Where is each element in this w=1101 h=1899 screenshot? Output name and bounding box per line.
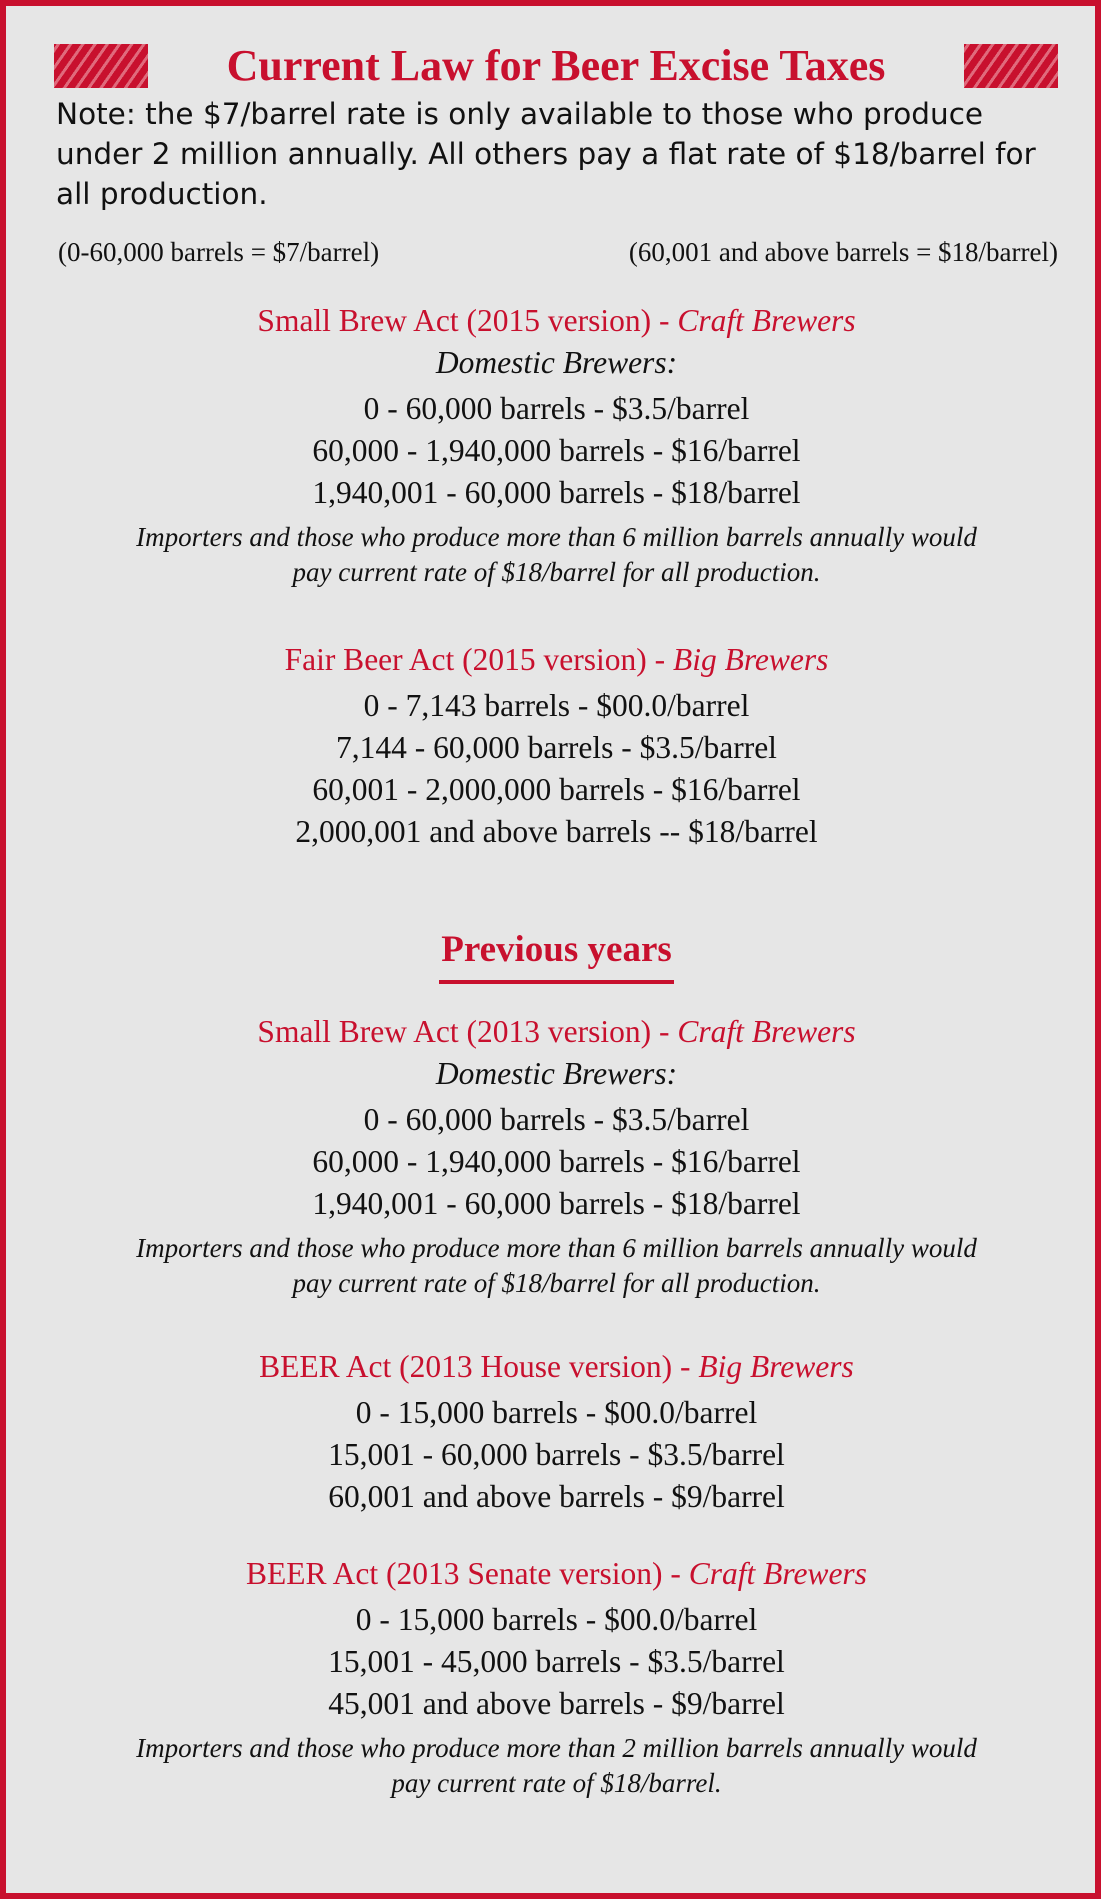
small-brew-2015-section	[46, 300, 1067, 590]
title-row	[54, 42, 1058, 90]
section-heading-emphasis: Craft Brewers	[677, 303, 856, 338]
section-heading-text: Fair Beer Act (2015 version) -	[284, 642, 673, 677]
section-footnote: pay current rate of $18/barrel for all production.	[292, 1268, 821, 1298]
rate-row: 45,001 and above barrels - $9/barrel	[328, 1686, 785, 1721]
fair-beer-2015-section	[46, 639, 1067, 853]
note-text: Note: the $7/barrel rate is only available to those who produce under 2 million annually. All others pay a flat rate of $18/barrel for all production.	[56, 97, 1036, 211]
rate-row: 15,001 - 45,000 barrels - $3.5/barrel	[328, 1644, 785, 1679]
rate-row: 0 - 60,000 barrels - $3.5/barrel	[363, 1102, 750, 1137]
rate-row: 1,940,001 - 60,000 barrels - $18/barrel	[312, 1186, 801, 1221]
range-left: (0-60,000 barrels = $7/barrel)	[58, 237, 380, 267]
rate-row: 7,144 - 60,000 barrels - $3.5/barrel	[336, 730, 777, 765]
beer-senate-2013-section	[46, 1553, 1067, 1801]
section-heading-emphasis: Craft Brewers	[677, 1014, 856, 1049]
rate-row: 0 - 15,000 barrels - $00.0/barrel	[355, 1395, 758, 1430]
section-heading	[46, 639, 1067, 681]
section-heading-text: BEER Act (2013 Senate version) -	[246, 1556, 689, 1591]
small-brew-2013-section	[46, 1011, 1067, 1301]
rate-row: 60,001 - 2,000,000 barrels - $16/barrel	[312, 772, 801, 807]
rate-row: 2,000,001 and above barrels -- $18/barrel	[295, 814, 818, 849]
section-subheading: Domestic Brewers:	[435, 1056, 678, 1091]
rate-row: 0 - 7,143 barrels - $00.0/barrel	[363, 688, 750, 723]
previous-years-label: Previous years	[439, 926, 674, 984]
section-footnote: Importers and those who produce more than 2 million barrels annually would	[136, 1733, 977, 1763]
rate-row: 0 - 15,000 barrels - $00.0/barrel	[355, 1602, 758, 1637]
section-heading	[46, 1011, 1067, 1053]
rate-row: 60,000 - 1,940,000 barrels - $16/barrel	[312, 1144, 801, 1179]
section-heading-text: BEER Act (2013 House version) -	[259, 1349, 699, 1384]
rate-row: 1,940,001 - 60,000 barrels - $18/barrel	[312, 475, 801, 510]
left-stripe-decoration	[54, 44, 148, 88]
right-stripe-decoration	[964, 44, 1058, 88]
previous-years-heading	[6, 926, 1101, 984]
rate-row: 0 - 60,000 barrels - $3.5/barrel	[363, 391, 750, 426]
section-subheading: Domestic Brewers:	[435, 345, 678, 380]
section-footnote: Importers and those who produce more than 6 million barrels annually would	[136, 1233, 977, 1263]
beer-house-2013-section	[46, 1346, 1067, 1518]
current-ranges	[58, 234, 1058, 270]
range-right: (60,001 and above barrels = $18/barrel)	[628, 237, 1058, 267]
section-heading-emphasis: Big Brewers	[672, 642, 829, 677]
section-footnote: pay current rate of $18/barrel for all production.	[292, 557, 821, 587]
rate-row: 60,000 - 1,940,000 barrels - $16/barrel	[312, 433, 801, 468]
section-footnote: pay current rate of $18/barrel.	[391, 1768, 722, 1798]
section-heading	[46, 300, 1067, 342]
section-heading-text: Small Brew Act (2013 version) -	[257, 1014, 678, 1049]
page-title: Current Law for Beer Excise Taxes	[226, 41, 886, 90]
section-heading	[46, 1553, 1067, 1595]
rate-row: 60,001 and above barrels - $9/barrel	[328, 1479, 785, 1514]
section-heading-emphasis: Big Brewers	[698, 1349, 854, 1384]
section-footnote: Importers and those who produce more than 6 million barrels annually would	[136, 522, 977, 552]
rate-row: 15,001 - 60,000 barrels - $3.5/barrel	[328, 1437, 785, 1472]
section-heading-text: Small Brew Act (2015 version) -	[257, 303, 678, 338]
section-heading-emphasis: Craft Brewers	[688, 1556, 867, 1591]
section-heading	[46, 1346, 1067, 1388]
